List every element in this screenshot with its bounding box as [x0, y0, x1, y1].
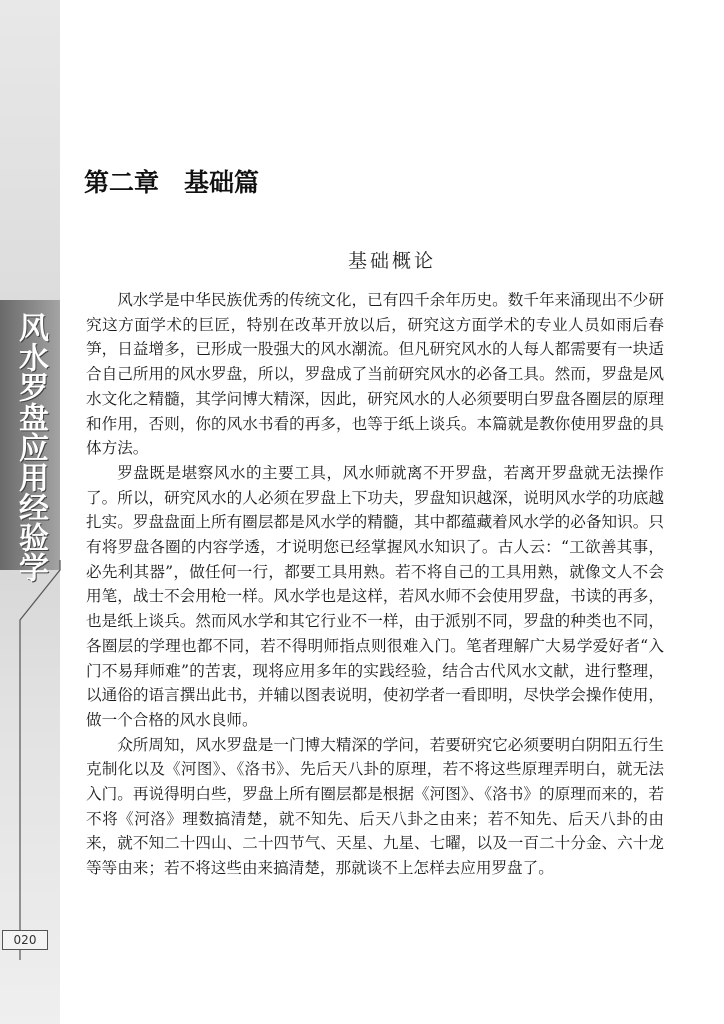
book-title-vertical: 风水罗盘应用经验学 — [13, 312, 48, 582]
section-title: 基础概论 — [347, 250, 436, 272]
page-number: 020 — [2, 930, 48, 950]
paragraph: 罗盘既是堪察风水的主要工具，风水师就离不开罗盘，若离开罗盘就无法操作了。所以，研究风水的人必须在罗盘上下功夫，罗盘知识越深，说明风水学的功底越扎实。罗盘盘面上所有圈层都是风水学的精髓，其中都蕴藏着风水学的必备知识。只有将罗盘各圈的内容学透，才说明您已经掌握风水知识了。古人云：“工欲善其事，必先利其器”，做任何一行，都要工具用熟。若不将自己的工具用熟，就像文人不会用笔，战士不会用枪一样。风水学也是这样，若风水师不会使用罗盘，书读的再多，也是纸上谈兵。然而风水学和其它行业不一样，由于派别不同，罗盘的种类也不同，各圈层的学理也都不同，若不得明师指点则很难入门。笔者理解广大易学爱好者“入门不易拜师难”的苦衷，现将应用多年的实践经验，结合古代风水文献，进行整理，以通俗的语言撰出此书，并辅以图表说明，使初学者一看即明，尽快学会操作使用，做一个合格的风水良师。 — [86, 463, 664, 729]
chapter-title: 第二章 基础篇 — [84, 168, 260, 197]
paragraph: 众所周知，风水罗盘是一门博大精深的学问，若要研究它必须要明白阴阳五行生克制化以及《河图》、《洛书》、先后天八卦的原理，若不将这些原理弄明白，就无法入门。再说得明白些，罗盘上所有圈层都是根据《河图》、《洛书》的原理而来的，若不将《河洛》理数搞清楚，就不知先、后天八卦之由来；若不知先、后天八卦的由来，就不知二十四山、二十四节气、天星、九星、七曜，以及一百二十分金、六十龙等等由来；若不将这些由来搞清楚，那就谈不上怎样去应用罗盘了。 — [86, 735, 664, 878]
body-text — [86, 288, 664, 881]
decorative-line — [0, 560, 80, 960]
paragraph: 风水学是中华民族优秀的传统文化，已有四千余年历史。数千年来涌现出不少研究这方面学术的巨匠，特别在改革开放以后，研究这方面学术的专业人员如雨后春笋，日益增多，已形成一股强大的风水潮流。但凡研究风水的人每人都需要有一块适合自己所用的风水罗盘，所以，罗盘成了当前研究风水的必备工具。然而，罗盘是风水文化之精髓，其学问博大精深，因此，研究风水的人必须要明白罗盘各圈层的原理和作用，否则，你的风水书看的再多，也等于纸上谈兵。本篇就是教你使用罗盘的具体方法。 — [86, 291, 664, 458]
